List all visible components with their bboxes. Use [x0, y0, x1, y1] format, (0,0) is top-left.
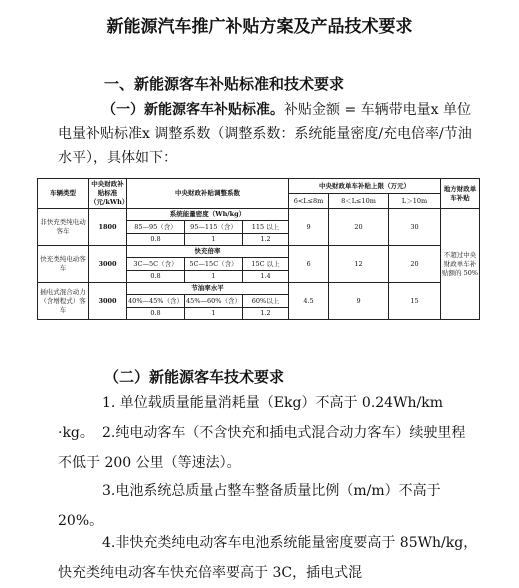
- row-cap: 20: [329, 209, 389, 246]
- requirement-3: [58, 476, 478, 536]
- row-coef: 1.4: [243, 271, 289, 283]
- row-coef: 1: [185, 234, 243, 246]
- row-standard: 3000: [89, 283, 127, 320]
- row-coef: 1.2: [243, 308, 289, 320]
- header-length-1: 6<L≤8m: [289, 194, 329, 209]
- row-range: 115 以上: [243, 221, 289, 234]
- row-cap: 4.5: [289, 283, 329, 320]
- row-cap: 6: [289, 246, 329, 283]
- row-coef-title: 节油率水平: [127, 283, 289, 295]
- row-range: 45%—60%（含）: [185, 295, 243, 308]
- header-standard: 中央财政补贴标准（元/kWh）: [89, 179, 127, 209]
- header-cap: 中央财政单车补贴上限（万元）: [289, 179, 441, 194]
- row-standard: 1800: [89, 209, 127, 246]
- requirement-3-text: 3.电池系统总质量占整车整备质量比例（m/m）不高于 20%。: [58, 483, 441, 529]
- header-length-2: 8＜L≤10m: [329, 194, 389, 209]
- row-cap: 15: [389, 283, 441, 320]
- row-cap: 12: [329, 246, 389, 283]
- row-cap: 20: [389, 246, 441, 283]
- row-range: 95—115（含）: [185, 221, 243, 234]
- requirement-2-text: 2.纯电动客车（不含快充和插电式混合动力客车）续驶里程不低于 200 公里（等速法）。: [58, 425, 466, 471]
- page-title: 新能源汽车推广补贴方案及产品技术要求: [106, 17, 413, 37]
- row-coef-title: 系统能量密度（Wh/kg）: [127, 209, 289, 221]
- requirement-4: [58, 528, 478, 588]
- section-heading-2: （二）新能源客车技术要求: [104, 368, 285, 386]
- header-local: 地方财政单车补贴: [441, 179, 480, 209]
- row-coef: 1.2: [243, 234, 289, 246]
- header-vehicle-type: 车辆类型: [38, 179, 89, 209]
- header-adjustment: 中央财政补贴调整系数: [127, 179, 289, 209]
- requirement-2: [58, 418, 478, 478]
- row-cap: 9: [289, 209, 329, 246]
- row-type: 非快充类纯电动客车: [38, 209, 89, 246]
- row-coef: 1: [185, 271, 243, 283]
- row-standard: 3000: [89, 246, 127, 283]
- section-heading-1: 一、新能源客车补贴标准和技术要求: [104, 75, 345, 93]
- subsidy-table: [37, 178, 480, 320]
- row-coef: 0.8: [127, 271, 185, 283]
- row-type: 插电式混合动力（含增程式）客车: [38, 283, 89, 320]
- row-range: 5C—15C（含）: [185, 258, 243, 271]
- row-cap: 30: [389, 209, 441, 246]
- requirement-1-text: 1. 单位载质量能量消耗量（Ekg）不高于 0.24Wh/km ·kg。: [58, 395, 443, 441]
- row-coef: 0.8: [127, 308, 185, 320]
- row-type: 快充类纯电动客车: [38, 246, 89, 283]
- local-subsidy-note: 不超过中央财政单车补贴额的 50%: [441, 209, 480, 320]
- row-range: 40%—45%（含）: [127, 295, 185, 308]
- row-coef-title: 快充倍率: [127, 246, 289, 258]
- row-range: 15C 以上: [243, 258, 289, 271]
- subsidy-paragraph-lead: （一）新能源客车补贴标准。: [102, 102, 284, 118]
- row-range: 3C—5C（含）: [127, 258, 185, 271]
- row-cap: 9: [329, 283, 389, 320]
- subsidy-paragraph: [58, 98, 478, 170]
- row-coef: 0.8: [127, 234, 185, 246]
- row-range: 60%以上: [243, 295, 289, 308]
- header-length-3: L＞10m: [389, 194, 441, 209]
- subsidy-paragraph-body: 补贴金额 = 车辆带电量x 单位电量补贴标准x 调整系数（调整系数：系统能量密度/充电倍率/节油水平），具体如下：: [58, 102, 472, 166]
- row-coef: 1: [185, 308, 243, 320]
- requirement-4-text: 4.非快充类纯电动客车电池系统能量密度要高于 85Wh/kg，快充类纯电动客车快充倍率要高于 3C，插电式混: [58, 535, 478, 581]
- row-range: 85—95（含）: [127, 221, 185, 234]
